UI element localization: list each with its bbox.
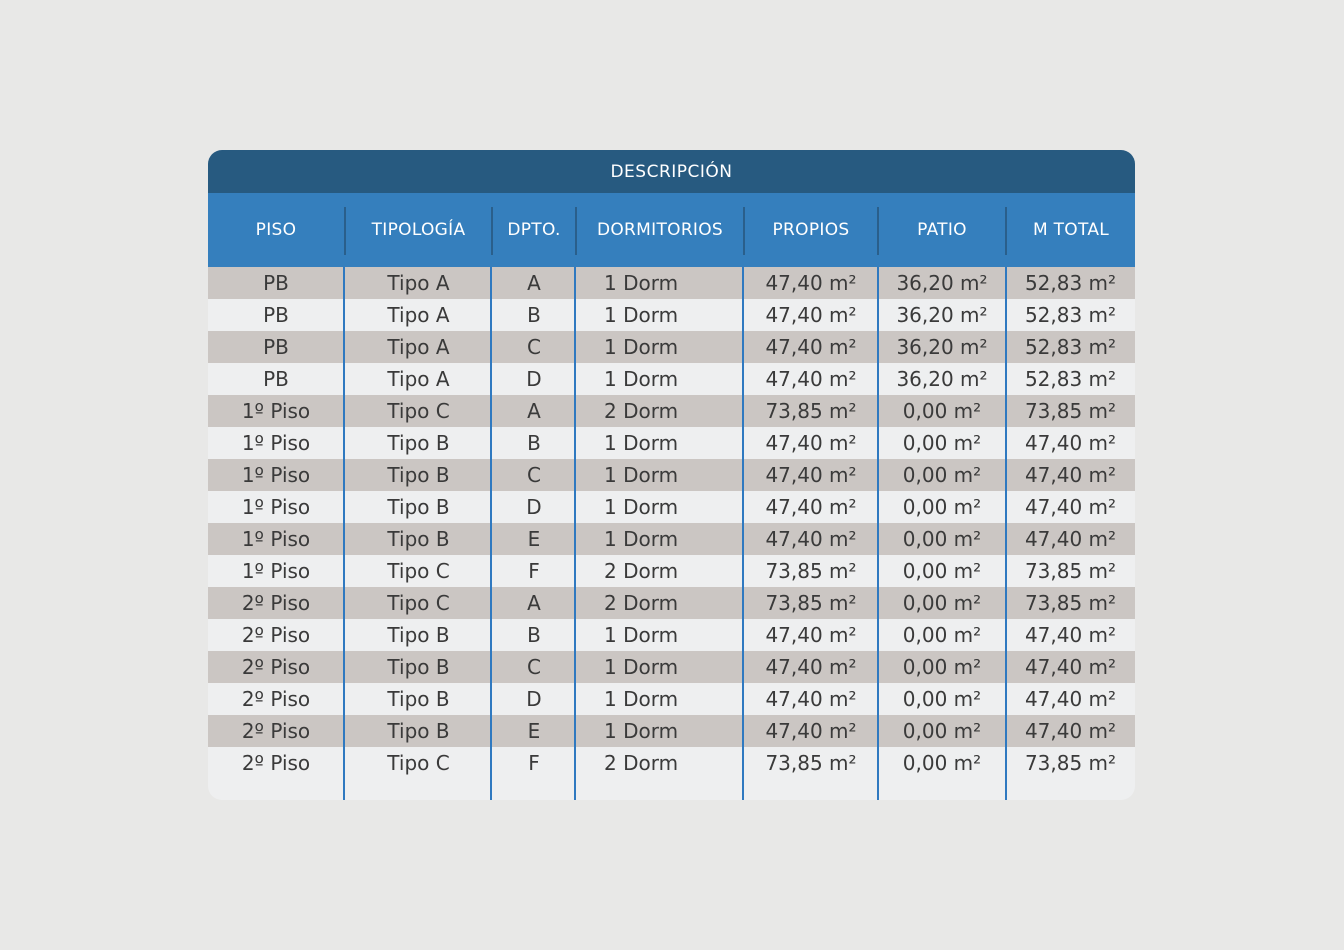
- cell-dormitorios: 1 Dorm: [604, 303, 679, 327]
- cell-piso: 2º Piso: [241, 623, 311, 647]
- column-divider: [490, 267, 492, 800]
- cell-dormitorios: 2 Dorm: [604, 399, 679, 423]
- table-row: [208, 747, 1135, 779]
- table-row: [208, 683, 1135, 715]
- cell-tipologia: Tipo B: [387, 655, 450, 679]
- column-header-piso: PISO: [255, 220, 297, 240]
- cell-propios: 47,40 m²: [765, 303, 857, 327]
- cell-tipologia: Tipo C: [387, 591, 450, 615]
- cell-propios: 47,40 m²: [765, 367, 857, 391]
- cell-m-total: 73,85 m²: [1024, 399, 1117, 423]
- cell-m-total: 47,40 m²: [1024, 655, 1117, 679]
- cell-m-total: 52,83 m²: [1024, 367, 1117, 391]
- cell-dpto: F: [528, 751, 540, 775]
- cell-propios: 73,85 m²: [765, 559, 857, 583]
- cell-m-total: 52,83 m²: [1024, 335, 1117, 359]
- cell-piso: 2º Piso: [241, 687, 311, 711]
- cell-patio: 0,00 m²: [902, 527, 982, 551]
- column-header-dpto: DPTO.: [507, 220, 561, 240]
- table-row: [208, 267, 1135, 299]
- cell-dpto: F: [528, 559, 540, 583]
- cell-dpto: D: [526, 367, 542, 391]
- cell-tipologia: Tipo A: [387, 271, 450, 295]
- table-title: DESCRIPCIÓN: [208, 150, 1135, 193]
- cell-dpto: C: [527, 463, 541, 487]
- cell-dpto: E: [527, 527, 541, 551]
- cell-dormitorios: 1 Dorm: [604, 463, 679, 487]
- cell-dormitorios: 1 Dorm: [604, 367, 679, 391]
- cell-propios: 47,40 m²: [765, 527, 857, 551]
- column-header-row: [208, 193, 1135, 267]
- cell-piso: 2º Piso: [241, 591, 311, 615]
- cell-tipologia: Tipo C: [387, 399, 450, 423]
- cell-piso: 1º Piso: [241, 527, 311, 551]
- cell-dpto: C: [527, 335, 541, 359]
- cell-propios: 47,40 m²: [765, 495, 857, 519]
- cell-patio: 0,00 m²: [902, 687, 982, 711]
- cell-tipologia: Tipo A: [387, 303, 450, 327]
- cell-patio: 36,20 m²: [896, 335, 988, 359]
- column-header-m-total: M TOTAL: [1032, 220, 1110, 240]
- cell-piso: 1º Piso: [241, 495, 311, 519]
- column-divider: [343, 267, 345, 800]
- cell-propios: 47,40 m²: [765, 687, 857, 711]
- cell-dpto: A: [527, 591, 541, 615]
- column-header-tipologia: TIPOLOGÍA: [371, 220, 466, 240]
- cell-m-total: 52,83 m²: [1024, 271, 1117, 295]
- cell-dormitorios: 1 Dorm: [604, 271, 679, 295]
- cell-patio: 0,00 m²: [902, 463, 982, 487]
- cell-propios: 47,40 m²: [765, 335, 857, 359]
- table-row: [208, 363, 1135, 395]
- cell-dormitorios: 1 Dorm: [604, 655, 679, 679]
- cell-m-total: 73,85 m²: [1024, 559, 1117, 583]
- cell-propios: 47,40 m²: [765, 431, 857, 455]
- cell-dpto: D: [526, 687, 542, 711]
- column-header-dormitorios: DORMITORIOS: [596, 220, 724, 240]
- cell-piso: 1º Piso: [241, 431, 311, 455]
- cell-patio: 0,00 m²: [902, 655, 982, 679]
- column-header-patio: PATIO: [917, 220, 967, 240]
- cell-tipologia: Tipo B: [387, 527, 450, 551]
- table-body: [208, 267, 1135, 779]
- cell-patio: 0,00 m²: [902, 751, 982, 775]
- cell-propios: 47,40 m²: [765, 271, 857, 295]
- cell-tipologia: Tipo B: [387, 495, 450, 519]
- table-row: [208, 587, 1135, 619]
- cell-patio: 0,00 m²: [902, 399, 982, 423]
- cell-piso: 2º Piso: [241, 719, 311, 743]
- cell-patio: 36,20 m²: [896, 303, 988, 327]
- cell-dpto: E: [527, 719, 541, 743]
- cell-patio: 0,00 m²: [902, 559, 982, 583]
- table-row: [208, 555, 1135, 587]
- cell-patio: 0,00 m²: [902, 719, 982, 743]
- table-row: [208, 395, 1135, 427]
- cell-patio: 36,20 m²: [896, 367, 988, 391]
- cell-dpto: A: [527, 399, 541, 423]
- cell-dormitorios: 1 Dorm: [604, 431, 679, 455]
- cell-tipologia: Tipo A: [387, 367, 450, 391]
- cell-tipologia: Tipo B: [387, 623, 450, 647]
- cell-dormitorios: 2 Dorm: [604, 559, 679, 583]
- cell-dormitorios: 1 Dorm: [604, 335, 679, 359]
- cell-m-total: 52,83 m²: [1024, 303, 1117, 327]
- cell-m-total: 47,40 m²: [1024, 463, 1117, 487]
- cell-tipologia: Tipo C: [387, 751, 450, 775]
- cell-propios: 47,40 m²: [765, 463, 857, 487]
- cell-m-total: 73,85 m²: [1024, 591, 1117, 615]
- cell-m-total: 47,40 m²: [1024, 527, 1117, 551]
- cell-propios: 47,40 m²: [765, 623, 857, 647]
- cell-m-total: 47,40 m²: [1024, 495, 1117, 519]
- cell-propios: 47,40 m²: [765, 655, 857, 679]
- cell-tipologia: Tipo B: [387, 719, 450, 743]
- cell-m-total: 47,40 m²: [1024, 623, 1117, 647]
- cell-piso: 1º Piso: [241, 463, 311, 487]
- cell-dormitorios: 2 Dorm: [604, 751, 679, 775]
- table-row: [208, 619, 1135, 651]
- cell-patio: 0,00 m²: [902, 495, 982, 519]
- cell-dormitorios: 1 Dorm: [604, 719, 679, 743]
- cell-dormitorios: 1 Dorm: [604, 687, 679, 711]
- cell-propios: 73,85 m²: [765, 751, 857, 775]
- table-row: [208, 651, 1135, 683]
- cell-piso: PB: [263, 303, 289, 327]
- table-row: [208, 427, 1135, 459]
- cell-piso: PB: [263, 271, 289, 295]
- cell-dpto: A: [527, 271, 541, 295]
- cell-piso: 1º Piso: [241, 559, 311, 583]
- table-row: [208, 523, 1135, 555]
- cell-piso: 2º Piso: [241, 655, 311, 679]
- cell-propios: 47,40 m²: [765, 719, 857, 743]
- cell-piso: 1º Piso: [241, 399, 311, 423]
- cell-propios: 73,85 m²: [765, 591, 857, 615]
- cell-tipologia: Tipo A: [387, 335, 450, 359]
- cell-dormitorios: 1 Dorm: [604, 527, 679, 551]
- cell-dpto: B: [527, 623, 541, 647]
- table-row: [208, 299, 1135, 331]
- cell-m-total: 47,40 m²: [1024, 687, 1117, 711]
- cell-dormitorios: 1 Dorm: [604, 623, 679, 647]
- cell-tipologia: Tipo B: [387, 687, 450, 711]
- cell-dpto: D: [526, 495, 542, 519]
- cell-dormitorios: 2 Dorm: [604, 591, 679, 615]
- cell-piso: 2º Piso: [241, 751, 311, 775]
- cell-tipologia: Tipo B: [387, 463, 450, 487]
- table-row: [208, 459, 1135, 491]
- units-table: [208, 150, 1135, 800]
- table-row: [208, 491, 1135, 523]
- cell-m-total: 47,40 m²: [1024, 719, 1117, 743]
- cell-m-total: 73,85 m²: [1024, 751, 1117, 775]
- cell-tipologia: Tipo C: [387, 559, 450, 583]
- cell-patio: 0,00 m²: [902, 623, 982, 647]
- cell-tipologia: Tipo B: [387, 431, 450, 455]
- cell-patio: 0,00 m²: [902, 431, 982, 455]
- cell-dormitorios: 1 Dorm: [604, 495, 679, 519]
- cell-propios: 73,85 m²: [765, 399, 857, 423]
- cell-m-total: 47,40 m²: [1024, 431, 1117, 455]
- cell-piso: PB: [263, 335, 289, 359]
- cell-dpto: B: [527, 303, 541, 327]
- table-row: [208, 715, 1135, 747]
- table-row: [208, 331, 1135, 363]
- cell-piso: PB: [263, 367, 289, 391]
- column-divider: [574, 267, 576, 800]
- cell-dpto: C: [527, 655, 541, 679]
- column-divider: [1005, 267, 1007, 800]
- column-header-propios: PROPIOS: [772, 220, 850, 240]
- cell-patio: 0,00 m²: [902, 591, 982, 615]
- column-divider: [742, 267, 744, 800]
- cell-dpto: B: [527, 431, 541, 455]
- cell-patio: 36,20 m²: [896, 271, 988, 295]
- column-divider: [877, 267, 879, 800]
